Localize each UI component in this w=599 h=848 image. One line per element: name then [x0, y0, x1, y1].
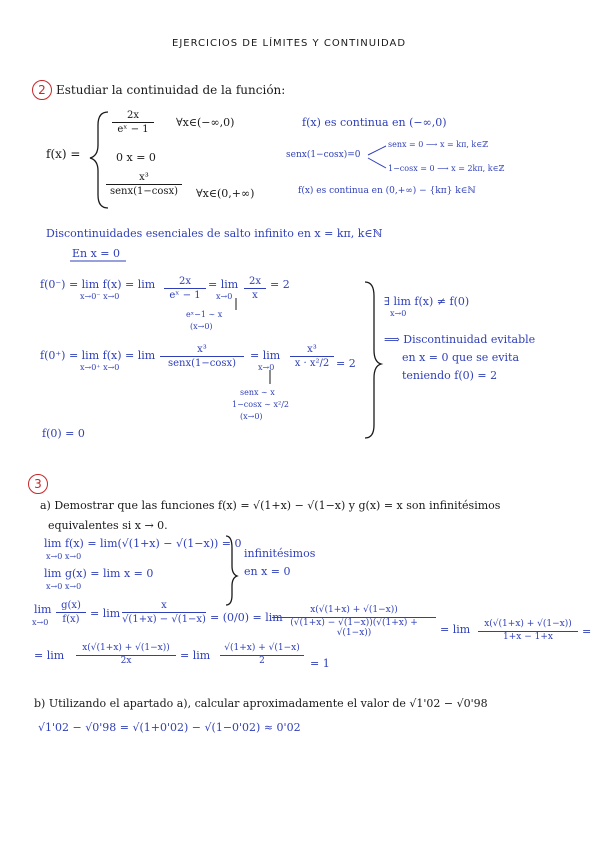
right-fraction-1: [160, 344, 244, 369]
rationalized-denominator: (√(1+x) − √(1−x))(√(1+x) + √(1−x)): [290, 617, 418, 638]
f-at-zero: f(0) = 0: [42, 427, 85, 440]
final-result: = 1: [310, 657, 330, 670]
line2-denominator: 2x: [120, 655, 132, 666]
simplified-fraction: [478, 620, 578, 643]
ex3-a-statement-2: equivalentes si x → 0.: [48, 519, 168, 532]
ex3-a-statement: a) Demostrar que las funciones f(x) = √(1+x) − √(1−x) y g(x) = x son infinitésimos: [40, 499, 501, 512]
ratio-numerator: g(x): [61, 600, 81, 611]
ratio-eq-lim: = lim: [90, 607, 121, 620]
right-equivalence-2: 1−cosx ∼ x²/2: [232, 400, 289, 409]
piece2: 0 x = 0: [116, 151, 156, 164]
infinitesimals-at: en x = 0: [244, 565, 291, 578]
right-eq-lim: = lim: [250, 349, 281, 362]
line2-fraction: [76, 644, 176, 667]
rationalized-fraction: [272, 606, 436, 639]
line2-numerator: x(√(1+x) + √(1−x)): [82, 643, 170, 653]
right-subscript-2: x→0: [258, 363, 275, 372]
left-denominator-1: eˣ − 1: [169, 290, 201, 301]
final-denominator: 2: [259, 655, 265, 666]
left-equivalence-2: (x→0): [190, 322, 213, 331]
rationalized-numerator: x(√(1+x) + √(1−x)): [310, 605, 398, 615]
ex3-b-statement: b) Utilizando el apartado a), calcular aproximadamente el valor de √1'02 − √0'98: [34, 697, 488, 710]
left-equivalence-1: eˣ−1 ∼ x: [186, 310, 223, 319]
conclusion-line-2: en x = 0 que se evita: [402, 351, 520, 364]
left-result: = 2: [270, 278, 290, 291]
left-numerator-1: 2x: [178, 276, 191, 287]
branch-cosx: 1−cosx = 0 ⟶ x = 2kπ, k∈ℤ: [388, 164, 505, 173]
left-fraction-2: [244, 276, 266, 301]
piece3-domain: ∀x∈(0,+∞): [196, 187, 255, 200]
right-result: = 2: [336, 357, 356, 370]
limit-g: lim g(x) = lim x = 0: [44, 567, 154, 580]
final-fraction: [220, 644, 304, 667]
right-denominator-2: x · x²/2: [294, 358, 330, 369]
en-x0-heading: En x = 0: [72, 247, 121, 260]
ex3-b-answer: √1'02 − √0'98 = √(1+0'02) − √(1−0'02) ≈ 0'02: [38, 721, 301, 734]
line2-eq-lim: = lim: [34, 649, 65, 662]
right-limit-subscript: x→0⁺ x→0: [80, 363, 120, 372]
exercise-3-number: 3: [28, 474, 48, 494]
right-denominator-1: senx(1−cosx): [167, 358, 237, 369]
eq-lim-3: = lim: [440, 623, 471, 636]
right-numerator-1: x³: [197, 344, 207, 355]
limit-g-subscript: x→0 x→0: [46, 582, 82, 591]
line2-eq-lim-b: = lim: [180, 649, 211, 662]
page-title: EJERCICIOS DE LÍMITES Y CONTINUIDAD: [172, 38, 407, 49]
ratio-fraction: [56, 600, 86, 625]
piece3-denominator: senx(1−cosx): [109, 186, 179, 197]
x-numerator: x: [161, 600, 167, 611]
right-numerator-2: x³: [307, 344, 317, 355]
diff-denominator: √(1+x) − √(1−x): [122, 614, 206, 625]
infinitesimals-label: infinitésimos: [244, 547, 316, 560]
left-limit-start: f(0⁻) = lim f(x) = lim: [40, 278, 156, 291]
piece1-fraction: [112, 110, 154, 135]
ratio-denominator: f(x): [62, 614, 80, 625]
conclusion-line-1: ⟹ Discontinuidad evitable: [384, 333, 536, 346]
simplified-numerator: x(√(1+x) + √(1−x)): [484, 619, 572, 629]
ratio-subscript: x→0: [32, 618, 49, 627]
simplified-denominator: 1+x − 1+x: [503, 631, 553, 642]
left-eq-lim: = lim: [208, 278, 239, 291]
right-fraction-2: [290, 344, 334, 369]
indeterminate-form: = (0/0) = lim: [210, 611, 283, 624]
piece1-numerator: 2x: [126, 110, 139, 121]
conclusion-line-3: teniendo f(0) = 2: [402, 369, 498, 382]
right-limit-start: f(0⁺) = lim f(x) = lim: [40, 349, 156, 362]
right-equivalence-1: senx ∼ x: [240, 388, 275, 397]
right-equivalence-3: (x→0): [240, 412, 263, 421]
piece1-denominator: eˣ − 1: [117, 124, 149, 135]
piece3-fraction: [106, 172, 182, 197]
ratio-lim: lim: [34, 603, 52, 616]
left-limit-subscript: x→0⁻ x→0: [80, 292, 120, 301]
left-fraction-1: [164, 276, 206, 301]
left-numerator-2: 2x: [248, 276, 261, 287]
branch-senx: senx = 0 ⟶ x = kπ, k∈ℤ: [388, 140, 489, 149]
senx-equation: senx(1−cosx)=0: [286, 150, 361, 160]
piece3-numerator: x³: [139, 172, 149, 183]
fx-label: f(x) =: [46, 147, 81, 161]
left-denominator-2: x: [252, 290, 258, 301]
ex2-statement: Estudiar la continuidad de la función:: [56, 83, 286, 97]
cont-interval-2: f(x) es continua en (0,+∞) − {kπ} k∈ℕ: [298, 186, 476, 196]
x-over-diff-fraction: [122, 600, 206, 625]
cont-interval-1: f(x) es continua en (−∞,0): [302, 116, 447, 129]
conclusion-limit-subscript: x→0: [390, 309, 407, 318]
eq-tail: =: [582, 625, 592, 638]
piece1-domain: ∀x∈(−∞,0): [176, 116, 235, 129]
limit-f: lim f(x) = lim(√(1+x) − √(1−x)) = 0: [44, 537, 242, 550]
limit-f-subscript: x→0 x→0: [46, 552, 82, 561]
conclusion-limit: ∃ lim f(x) ≠ f(0): [384, 295, 470, 308]
left-subscript-2: x→0: [216, 292, 233, 301]
final-numerator: √(1+x) + √(1−x): [224, 643, 300, 653]
exercise-2-number: 2: [32, 80, 52, 100]
discontinuities-statement: Discontinuidades esenciales de salto infinito en x = kπ, k∈ℕ: [46, 227, 383, 240]
